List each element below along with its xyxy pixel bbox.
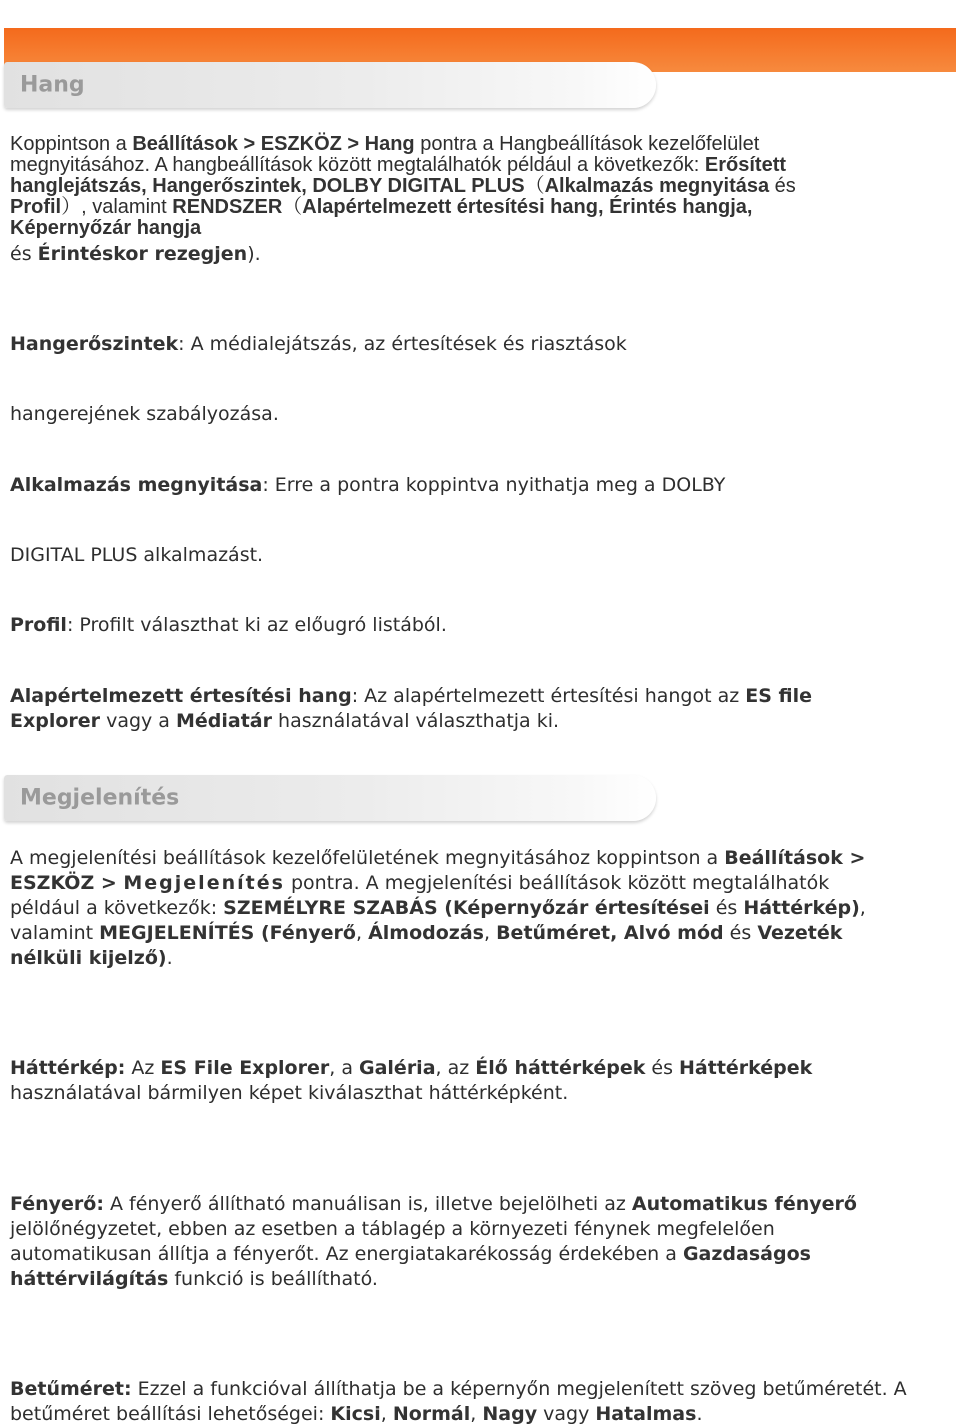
intro-line-3: hanglejátszás, Hangerőszintek, DOLBY DIGITAL PLUS（Alkalmazás megnyitása és [10,175,796,197]
intro-line-4: Profil）, valamint RENDSZER（Alapértelmezett értesítési hang, Érintés hangja, [10,196,753,218]
volume-levels-line-2: hangerejének szabályozása. [10,403,279,425]
wallpaper-paragraph: Háttérkép: Az ES File Explorer, a Galéria, az Élő háttérképek és Háttérképek használatával bármilyen képet kiválaszthat háttérképként. [10,1057,813,1104]
intro-line-5: Képernyőzár hangja [10,217,202,239]
intro-line-2: megnyitásához. A hangbeállítások között megtalálhatók például a következők: Erősített [10,154,787,176]
section-title-sound: Hang [20,72,85,98]
profile-label: Profil [10,614,67,636]
intro-paragraph [10,134,940,239]
app-open-line-1: Alkalmazás megnyitása: Erre a pontra koppintva nyithatja meg a DOLBY [10,474,726,496]
brightness-paragraph: Fényerő: A fényerő állítható manuálisan is, illetve bejelölheti az Automatikus fényerő jelölőnégyzetet, ebben az esetben a táblagép a környezeti fénynek megfelelően automatikusan állítja a fényerőt. Az energiatakarékosság érdekében a Gazdaságos háttérvilágítás funkció is beállítható. [10,1193,857,1290]
default-sound-paragraph: Alapértelmezett értesítési hang: Az alapértelmezett értesítési hangot az ES file Explorer vagy a Médiatár használatával választhatja ki. [10,685,813,732]
display-intro-paragraph: A megjelenítési beállítások kezelőfelületének megnyitásához koppintson a Beállítások > ESZKÖZ > Megjelenítés pontra. A megjelenítési beállítások között megtalálhatók például a következők: SZEMÉLYRE SZABÁS (Képernyőzár értesítései és Háttérkép), valamint MEGJELENÍTÉS (Fényerő, Álmodozás, Betűméret, Alvó mód és Vezeték nélküli kijelző). [10,847,866,969]
section-header-sound [4,62,656,108]
intro-line-1: Koppintson a Beállítások > ESZKÖZ > Hang pontra a Hangbeállítások kezelőfelület [10,133,760,155]
volume-levels-label: Hangerőszintek [10,333,179,355]
profile-line: Profil: Profilt választhat ki az előugró listából. [10,614,447,636]
intro-line-6: és Érintéskor rezegjen). [10,243,261,265]
section-title-display: Megjelenítés [20,785,180,811]
section-header-display [4,775,656,821]
app-open-label: Alkalmazás megnyitása [10,474,263,496]
font-size-paragraph: Betűméret: Ezzel a funkcióval állíthatja be a képernyőn megjelenített szöveg betűméretét. A betűméret beállítási lehetőségei: Kicsi, Normál, Nagy vagy Hatalmas. [10,1378,907,1425]
volume-levels-line-1: Hangerőszintek: A médialejátszás, az értesítések és riasztások [10,333,627,355]
app-open-line-2: DIGITAL PLUS alkalmazást. [10,544,264,566]
